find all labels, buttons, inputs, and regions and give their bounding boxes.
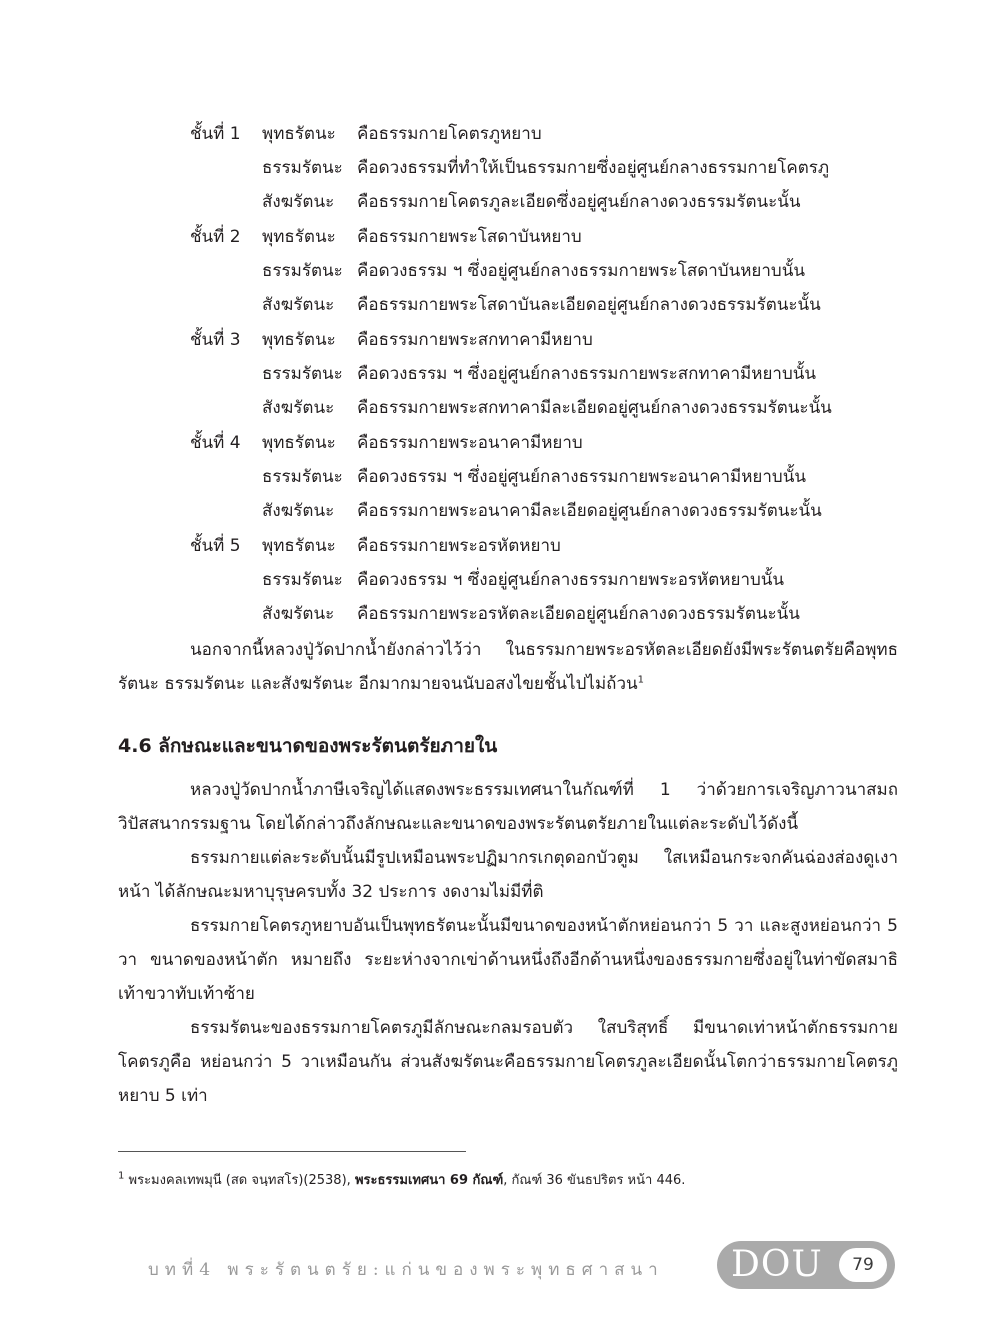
paragraph: ธรรมรัตนะของธรรมกายโคตรภูมีลักษณะกลมรอบตัว ใสบริสุทธิ์ มีขนาดเท่าหน้าตักธรรมกายโคตรภูคือ หย่อนกว่า 5 วาเหมือนกัน ส่วนสังฆรัตนะคือธรรมกายโคตรภูละเอียดนั้นโตกว่าธรรมกายโคตรภูหยาบ 5 เท่า — [118, 1018, 898, 1106]
gem-description: คือธรรมกายพระอนาคามีละเอียดอยู่ศูนย์กลางดวงธรรมรัตนะนั้น — [357, 501, 822, 521]
gem-description: คือธรรมกายพระโสดาบันละเอียดอยู่ศูนย์กลางดวงธรรมรัตนะนั้น — [357, 295, 821, 315]
footnote — [118, 1170, 898, 1192]
footnote-author: พระมงคลเทพมุนี (สด จนฺทสโร)(2538), — [128, 1173, 351, 1188]
intro-text: นอกจากนี้หลวงปู่วัดปากน้ำยังกล่าวไว้ว่า ในธรรมกายพระอรหัตละเอียดยังมีพระรัตนตรัยคือพุทธรัตนะ ธรรมรัตนะ และสังฆรัตนะ อีกมากมายจนนับอสงไขยชั้นไปไม่ถ้วน — [118, 640, 898, 694]
gem-description: คือดวงธรรม ฯ ซึ่งอยู่ศูนย์กลางธรรมกายพระโสดาบันหยาบนั้น — [357, 261, 805, 281]
level-label: ชั้นที่ 3 — [190, 330, 241, 350]
footnote-marker: 1 — [637, 674, 644, 686]
gem-name: สังฆรัตนะ — [262, 192, 335, 212]
level-label: ชั้นที่ 2 — [190, 227, 241, 247]
gem-description: คือธรรมกายพระสกทาคามีละเอียดอยู่ศูนย์กลางดวงธรรมรัตนะนั้น — [357, 398, 832, 418]
gem-description: คือดวงธรรมที่ทำให้เป็นธรรมกายซึ่งอยู่ศูนย์กลางธรรมกายโคตรภู — [357, 158, 830, 178]
footnote-number: 1 — [118, 1170, 125, 1182]
intro-paragraph — [118, 633, 898, 701]
footnote-divider — [118, 1151, 466, 1152]
body-paragraphs — [118, 773, 898, 1113]
gem-name: สังฆรัตนะ — [262, 501, 335, 521]
footnote-rest: , กัณฑ์ 36 ขันธปริตร หน้า 446. — [503, 1173, 686, 1188]
gem-name: ธรรมรัตนะ — [262, 467, 343, 487]
gem-name: สังฆรัตนะ — [262, 295, 335, 315]
gem-name: สังฆรัตนะ — [262, 604, 335, 624]
gem-description: คือธรรมกายพระโสดาบันหยาบ — [357, 227, 582, 247]
gem-name: พุทธรัตนะ — [262, 124, 336, 144]
dou-logo: DOU — [731, 1244, 823, 1285]
footer-chapter-title: บทที่4 พระรัตนตรัย:แก่นของพระพุทธศาสนา — [148, 1260, 664, 1280]
gem-name: ธรรมรัตนะ — [262, 261, 343, 281]
gem-description: คือธรรมกายโคตรภูหยาบ — [357, 124, 542, 144]
section-heading: 4.6 ลักษณะและขนาดของพระรัตนตรัยภายใน — [118, 735, 498, 757]
page-number: 79 — [839, 1248, 887, 1282]
level-label: ชั้นที่ 4 — [190, 433, 241, 453]
gem-name: ธรรมรัตนะ — [262, 158, 343, 178]
gem-description: คือธรรมกายพระสกทาคามีหยาบ — [357, 330, 593, 350]
gem-description: คือธรรมกายพระอรหัตหยาบ — [357, 536, 561, 556]
footnote-title: พระธรรมเทศนา 69 กัณฑ์ — [354, 1173, 504, 1188]
gem-name: ธรรมรัตนะ — [262, 570, 343, 590]
level-label: ชั้นที่ 1 — [190, 124, 241, 144]
gem-name: พุทธรัตนะ — [262, 433, 336, 453]
paragraph: หลวงปู่วัดปากน้ำภาษีเจริญได้แสดงพระธรรมเทศนาในกัณฑ์ที่ 1 ว่าด้วยการเจริญภาวนาสมถวิปัสสนากรรมฐาน โดยได้กล่าวถึงลักษณะและขนาดของพระรัตนตรัยภายในแต่ละระดับไว้ดังนี้ — [118, 780, 898, 834]
gem-description: คือธรรมกายพระอนาคามีหยาบ — [357, 433, 583, 453]
gem-name: พุทธรัตนะ — [262, 227, 336, 247]
paragraph: ธรรมกายโคตรภูหยาบอันเป็นพุทธรัตนะนั้นมีขนาดของหน้าตักหย่อนกว่า 5 วา และสูงหย่อนกว่า 5 วา ขนาดของหน้าตัก หมายถึง ระยะห่างจากเข่าด้านหนึ่งถึงอีกด้านหนึ่งของธรรมกายซึ่งอยู่ในท่าขัดสมาธิเท้าขวาทับเท้าซ้าย — [118, 916, 898, 1004]
gem-name: พุทธรัตนะ — [262, 330, 336, 350]
gem-name: พุทธรัตนะ — [262, 536, 336, 556]
gem-description: คือดวงธรรม ฯ ซึ่งอยู่ศูนย์กลางธรรมกายพระอนาคามีหยาบนั้น — [357, 467, 806, 487]
gem-description: คือธรรมกายพระอรหัตละเอียดอยู่ศูนย์กลางดวงธรรมรัตนะนั้น — [357, 604, 800, 624]
gem-description: คือธรรมกายโคตรภูละเอียดซึ่งอยู่ศูนย์กลางดวงธรรมรัตนะนั้น — [357, 192, 801, 212]
level-label: ชั้นที่ 5 — [190, 536, 241, 556]
gem-description: คือดวงธรรม ฯ ซึ่งอยู่ศูนย์กลางธรรมกายพระสกทาคามีหยาบนั้น — [357, 364, 817, 384]
page-badge — [717, 1241, 895, 1289]
gem-description: คือดวงธรรม ฯ ซึ่งอยู่ศูนย์กลางธรรมกายพระอรหัตหยาบนั้น — [357, 570, 785, 590]
paragraph: ธรรมกายแต่ละระดับนั้นมีรูปเหมือนพระปฏิมากรเกตุดอกบัวตูม ใสเหมือนกระจกคันฉ่องส่องดูเงาหน้า ได้ลักษณะมหาบุรุษครบทั้ง 32 ประการ งดงามไม่มีที่ติ — [118, 848, 898, 902]
gem-name: สังฆรัตนะ — [262, 398, 335, 418]
gem-name: ธรรมรัตนะ — [262, 364, 343, 384]
